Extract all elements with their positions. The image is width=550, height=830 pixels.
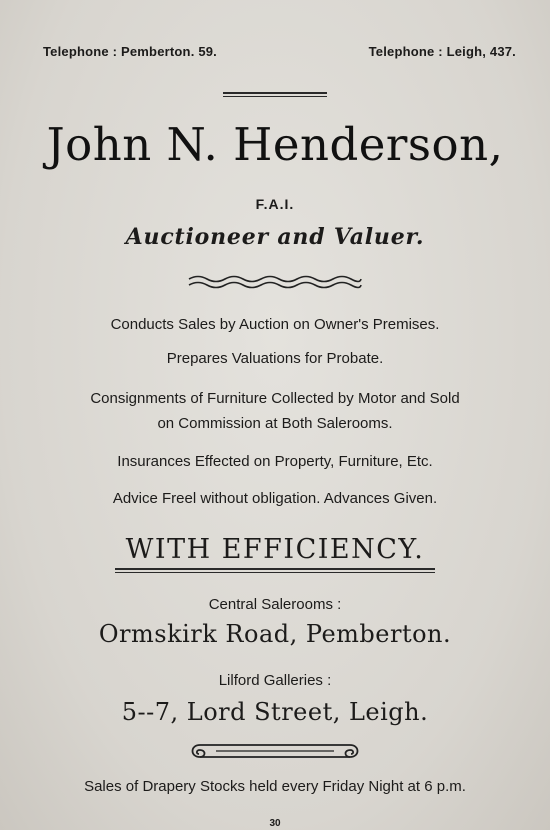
- top-rule: [223, 92, 327, 97]
- central-salerooms-address: Ormskirk Road, Pemberton.: [98, 620, 452, 648]
- scroll-ornament: [186, 740, 364, 762]
- lilford-galleries-label: Lilford Galleries :: [218, 672, 332, 689]
- motto: WITH EFFICIENCY.: [125, 534, 425, 565]
- service-line-6: Advice Freel without obligation. Advances Given.: [112, 490, 438, 507]
- advertiser-name: John N. Henderson,: [46, 118, 504, 171]
- service-line-2: Prepares Valuations for Probate.: [166, 350, 384, 367]
- qualification: F.A.I.: [255, 196, 295, 212]
- motto-rule: [115, 568, 435, 573]
- central-salerooms-label: Central Salerooms :: [208, 596, 342, 613]
- page-number: 30: [269, 818, 281, 829]
- service-line-3: Consignments of Furniture Collected by Motor and Sold: [90, 390, 460, 407]
- lilford-galleries-address: 5--7, Lord Street, Leigh.: [121, 698, 429, 726]
- telephone-pemberton: Telephone : Pemberton. 59.: [43, 44, 217, 59]
- service-line-1: Conducts Sales by Auction on Owner's Premises.: [110, 316, 440, 333]
- wavy-divider-ornament: [185, 272, 365, 292]
- telephone-leigh: Telephone : Leigh, 437.: [368, 44, 516, 59]
- profession-title: Auctioneer and Valuer.: [125, 224, 425, 250]
- drapery-sales-note: Sales of Drapery Stocks held every Friday Night at 6 p.m.: [84, 778, 466, 795]
- service-line-5: Insurances Effected on Property, Furniture, Etc.: [117, 453, 433, 470]
- service-line-4: on Commission at Both Salerooms.: [157, 415, 393, 432]
